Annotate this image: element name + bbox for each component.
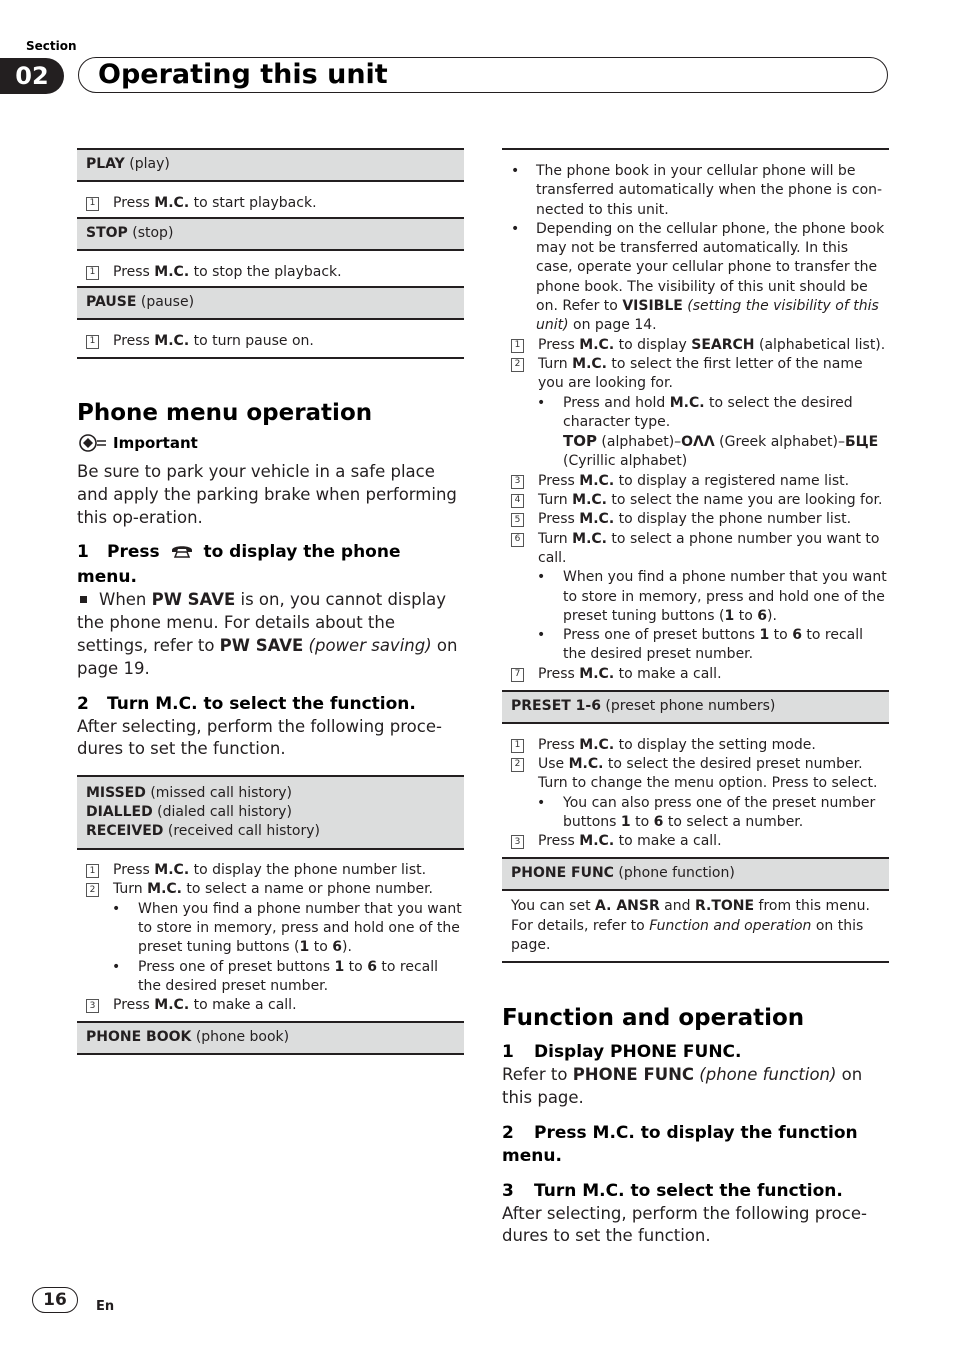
list-item: 1 Press M.C. to display SEARCH (alphabetical list).: [502, 336, 889, 355]
page-title: Operating this unit: [98, 59, 388, 90]
list-item: 3 Press M.C. to make a call.: [502, 832, 889, 854]
fo-step-1-body: Refer to PHONE FUNC (phone function) on this page.: [502, 1065, 863, 1107]
list-item: 2 Use M.C. to select the desired preset number. Turn to change the menu option. Press to select.: [502, 755, 889, 794]
language-label: En: [96, 1299, 115, 1314]
fo-step-3: 3 Turn M.C. to select the function.: [502, 1180, 843, 1201]
important-label: Important: [77, 432, 464, 459]
list-item: 2 Turn M.C. to select the first letter of the name you are looking for.: [502, 355, 889, 394]
step-number: 1: [86, 197, 99, 211]
left-column: [77, 148, 464, 1055]
step-1-note: When PW SAVE is on, you cannot display the phone menu. For details about the settings, refer to PW SAVE (power saving) on page 19.: [77, 590, 458, 678]
step-number: 1: [86, 335, 99, 349]
fo-step-2: 2 Press M.C. to display the function menu.: [502, 1122, 858, 1166]
section-label: Section: [26, 39, 77, 53]
step-2-heading: 2 Turn M.C. to select the function.: [77, 693, 416, 714]
bullet-item: • You can also press one of the preset number buttons 1 to 6 to select a number.: [537, 794, 876, 830]
list-item: 7 Press M.C. to make a call.: [502, 665, 889, 687]
bullet-item: • Press one of preset buttons 1 to 6 to recall the desired preset number.: [537, 627, 864, 663]
stop-step: 1 Press M.C. to stop the playback.: [77, 263, 464, 286]
phone-func-text: You can set A. ANSR and R.TONE from this menu. For details, refer to Function and operation on this page.: [511, 898, 871, 953]
phone-book-content: [502, 162, 889, 687]
bullet-item: • Press one of preset buttons 1 to 6 to recall the desired preset number.: [112, 958, 439, 994]
preset-steps: [502, 736, 889, 854]
right-column: [502, 148, 889, 1248]
function-heading: Function and operation: [502, 1005, 805, 1032]
preset-bar: PRESET 1-6 (preset phone numbers): [502, 690, 889, 724]
bullet-item: • The phone book in your cellular phone will be transferred automatically when the phone is con-nected to this unit.: [511, 163, 883, 218]
table-bottom-rule: [77, 357, 464, 359]
list-item: 1 Press M.C. to display the setting mode.: [502, 736, 889, 755]
page-number: 16: [32, 1287, 78, 1313]
list-item: 2 Turn M.C. to select a name or phone number.: [77, 880, 464, 899]
play-bar: PLAY (play): [77, 148, 464, 182]
history-steps: [77, 861, 464, 1018]
fo-step-1: 1 Display PHONE FUNC.: [502, 1042, 742, 1063]
phone-menu-heading: Phone menu operation: [77, 400, 373, 426]
pause-step: 1 Press M.C. to turn pause on.: [77, 332, 464, 357]
important-icon: [77, 433, 107, 459]
list-item: 1 Press M.C. to display the phone number list.: [77, 861, 464, 880]
bullet-item: • Depending on the cellular phone, the phone book may not be transferred automatically. In this case, operate your cellular phone to transfer the phone book. The visibility of this unit should be on. Refer to VISIBLE (setting the visibility of this unit) on page 14.: [511, 220, 885, 334]
square-bullet-icon: [80, 596, 87, 603]
bullet-item: • When you find a phone number that you want to store in memory, press and hold one of the preset tuning buttons (1 to 6).: [112, 900, 462, 956]
stop-bar: STOP (stop): [77, 217, 464, 251]
table-top-rule: [502, 148, 889, 150]
pause-bar: PAUSE (pause): [77, 286, 464, 320]
section-number: 02: [0, 58, 64, 94]
bullet-item: • Press and hold M.C. to select the desired character type. TOP (alphabet)–ΟΛΛ (Greek alphabet)–БЦЕ (Cyrillic alphabet): [537, 394, 879, 470]
fo-step-3-body: After selecting, perform the following proce-dures to set the function.: [502, 1203, 867, 1246]
bullet-item: • When you find a phone number that you want to store in memory, press and hold one of the preset tuning buttons (1 to 6).: [537, 569, 887, 624]
list-item: 6 Turn M.C. to select a phone number you want to call.: [502, 530, 889, 569]
play-step: 1 Press M.C. to start playback.: [77, 194, 464, 217]
table-bottom-rule: [502, 961, 889, 963]
step-1-heading: 1 Press to display the phone menu.: [77, 542, 401, 588]
step-2-body: After selecting, perform the following proce-dures to set the function.: [77, 716, 442, 759]
phone-book-bar: PHONE BOOK (phone book): [77, 1021, 464, 1055]
important-text: Be sure to park your vehicle in a safe place and apply the parking brake when performing this op-eration.: [77, 462, 457, 527]
call-history-bar: MISSED (missed call history) DIALLED (dialed call history) RECEIVED (received call history): [77, 775, 464, 850]
list-item: 3 Press M.C. to make a call.: [77, 996, 464, 1018]
phone-icon: [170, 543, 194, 566]
list-item: 4 Turn M.C. to select the name you are looking for.: [502, 491, 889, 510]
list-item: 5 Press M.C. to display the phone number list.: [502, 510, 889, 529]
step-number: 1: [86, 266, 99, 280]
list-item: 3 Press M.C. to display a registered name list.: [502, 472, 889, 491]
phone-func-bar: PHONE FUNC (phone function): [502, 857, 889, 891]
